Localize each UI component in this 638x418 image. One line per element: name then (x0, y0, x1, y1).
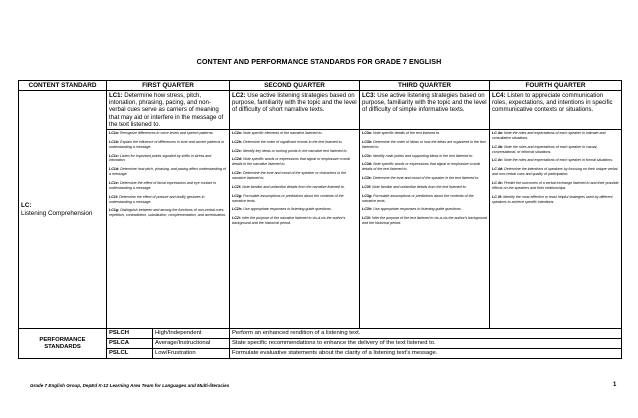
competency-code: LC3a: (362, 131, 372, 136)
competency-item (232, 157, 357, 167)
competency-code: LC 4f: (492, 194, 503, 199)
competencies-q1 (107, 130, 230, 329)
competency-text: Note specific elements of the narrative listened to. (243, 131, 323, 136)
standard-q4: LC4: Listen to appreciate communication roles, expectations, and intentions in specific communicative contexts or situations. (490, 91, 622, 130)
performance-standards-label: PERFORMANCE STANDARDS (19, 329, 107, 359)
competency-text: Identify key ideas or turning points in the narrative text listened to. (243, 148, 348, 153)
competency-code: LC 4e: (492, 180, 503, 185)
competency-code: LC3e: (362, 176, 372, 181)
competency-text: Infer the purpose of the narrative listened to vis-à-vis the author's background and the historical period. (232, 216, 346, 226)
competency-code: LC3i: (362, 216, 371, 221)
competency-code: LC2h: (232, 207, 243, 212)
competency-text: Note specific words or expressions that signal or emphasize crucial details of the text listened to. (362, 162, 481, 172)
competency-item (492, 145, 619, 155)
competency-text: Note the roles and expectations of each speaker in formal situations. (503, 158, 614, 163)
competency-text: Determine the order of ideas or how the ideas are organized in the text listened to. (362, 139, 486, 149)
header-row (19, 81, 622, 91)
competency-text: Determine the effect of posture and bodily gestures in understanding a message. (109, 194, 205, 204)
competency-code: LC1c: (109, 153, 119, 158)
performance-row-low (19, 349, 622, 359)
competency-item (362, 216, 487, 226)
competency-text: Note specific details of the text listened to. (373, 131, 441, 136)
competency-text: Distinguish between and among the functions of non-verbal cues: repetition, contradiction, substitution, complementation, and accentuation. (109, 208, 227, 218)
performance-level: High/Independent (153, 329, 230, 339)
header-first-quarter: FIRST QUARTER (107, 81, 230, 91)
competency-item (232, 207, 357, 212)
competency-code: LC3b: (362, 139, 373, 144)
competency-item (492, 167, 619, 177)
competency-code: LC1b: (109, 139, 120, 144)
competency-item (362, 176, 487, 181)
competency-item (492, 195, 619, 205)
header-content-standard: CONTENT STANDARD (19, 81, 107, 91)
competency-text: Identify the most effective or least helpful strategies used by different speakers to achieve specific intentions. (492, 194, 613, 204)
performance-code: PSLCA (107, 339, 153, 349)
competency-item (109, 208, 227, 218)
competency-text: Formulate assumptions or predictions about the contents of the narrative texts. (362, 193, 474, 203)
competency-code: LC1g: (109, 208, 120, 213)
competency-item (362, 185, 487, 190)
competency-item (232, 149, 357, 154)
competency-code: LC2g: (232, 193, 243, 198)
competency-item (232, 216, 357, 226)
document-title: CONTENT AND PERFORMANCE STANDARDS FOR GRADE 7 ENGLISH (196, 57, 442, 66)
competency-item (362, 131, 487, 136)
performance-row-high (19, 329, 622, 339)
performance-description: State specific recommendations to enhance the delivery of the text listened to. (230, 339, 622, 349)
competency-code: LC3h: (362, 207, 373, 212)
competency-item (492, 131, 619, 141)
competency-code: LC1f: (109, 194, 119, 199)
page-number: 1 (613, 382, 617, 388)
competency-text: Note the roles and expectations of each speaker in intimate and consultative situations. (492, 131, 606, 140)
competency-item (109, 140, 227, 150)
competency-item (232, 140, 357, 145)
competency-code: LC 4a: (492, 131, 503, 136)
competency-code: LC1a: (109, 131, 119, 136)
competency-item (362, 154, 487, 159)
competency-item (109, 131, 227, 136)
performance-description: Perform an enhanced rendition of a listening text. (230, 329, 622, 339)
competency-text: Predict the outcomes of a verbal exchange listened to and their possible effects on the speakers and their relationships. (492, 180, 619, 190)
competency-code: LC 4c: (492, 158, 503, 163)
competency-text: Use appropriate responses to listening guide questions. (243, 207, 332, 212)
competency-text: Determine the tone and mood of the speaker or characters in the narrative listened to. (232, 171, 347, 181)
competency-item (109, 154, 227, 164)
performance-code: PSLCH (107, 329, 153, 339)
competency-code: LC3c: (362, 153, 372, 158)
competencies-q4 (490, 130, 622, 329)
competency-text: Determine the order of significant events in the text listened to. (243, 139, 343, 144)
competency-code: LC2b: (232, 139, 243, 144)
competency-code: LC2f: (232, 184, 242, 189)
quarter-standards-row (19, 91, 622, 130)
page-footer: Grade 7 English Group, DepEd K-12 Learning Area Team for Languages and Multi-literacies (30, 383, 230, 388)
content-standard-label: Listening Comprehension (21, 209, 93, 217)
competency-item (109, 181, 227, 191)
header-second-quarter: SECOND QUARTER (230, 81, 360, 91)
content-standard-code: LC: (21, 202, 32, 209)
competency-item (232, 131, 357, 136)
standards-table (18, 80, 622, 359)
header-fourth-quarter: FOURTH QUARTER (490, 81, 622, 91)
competency-code: LC2i: (232, 216, 241, 221)
competency-item (232, 171, 357, 181)
competency-item (232, 185, 357, 190)
competency-text: Determine the intentions of speakers by focusing on their unique verbal and non-verbal cues and quality of participation. (492, 167, 618, 177)
competency-code: LC 4b: (492, 144, 504, 149)
competency-code: LC3g: (362, 193, 373, 198)
standard-q1: LC1: Determine how stress, pitch, intonation, phrasing, pacing, and non-verbal cues serve as carriers of meaning that may aid or interfere in the message of the text listened to. (107, 91, 230, 130)
competency-text: Listen for important points signaled by shifts in stress and intonation. (109, 153, 212, 163)
competency-item (362, 194, 487, 204)
competency-item (492, 158, 619, 163)
performance-description: Formulate evaluative statements about the clarity of a listening text's message. (230, 349, 622, 359)
competency-item (362, 162, 487, 172)
competency-item (492, 181, 619, 191)
competency-text: Recognize differences in voice levels and speech patterns. (120, 131, 214, 136)
competency-text: Note familiar and unfamiliar details from the narrative listened to. (242, 184, 345, 189)
performance-level: Low/Frustration (153, 349, 230, 359)
competency-code: LC2a: (232, 131, 242, 136)
header-third-quarter: THIRD QUARTER (360, 81, 490, 91)
competency-text: Infer the purpose of the text listened to vis-à-vis the author's background and the historical period. (362, 216, 487, 226)
competency-text: Explain the influence of differences in tone and accent patterns in understanding a message. (109, 139, 225, 149)
competency-code: LC1e: (109, 180, 119, 185)
competencies-q3 (360, 130, 490, 329)
competencies-q2 (230, 130, 360, 329)
competency-code: LC2c: (232, 148, 242, 153)
competency-text: Determine how pitch, phrasing, and pacing affect understanding of a message. (109, 167, 226, 177)
performance-code: PSLCL (107, 349, 153, 359)
competency-code: LC1d: (109, 167, 120, 172)
competency-code: LC 4d: (492, 167, 504, 172)
competency-text: Identify main points and supporting ideas in the text listened to. (373, 153, 474, 158)
competency-text: Note the roles and expectations of each speaker in casual, conversational, or informal situations. (492, 144, 598, 154)
competency-item (232, 194, 357, 204)
competency-item (362, 207, 487, 212)
competency-code: LC2d: (232, 157, 243, 162)
performance-row-average (19, 339, 622, 349)
competency-text: Determine the effect of facial expressions and eye contact in understanding a message. (109, 180, 217, 190)
competency-code: LC3f: (362, 184, 372, 189)
competency-code: LC2e: (232, 171, 242, 176)
standard-q3: LC3: Use active listening strategies based on purpose, familiarity with the topic and the level of difficulty of simple informative texts. (360, 91, 490, 130)
standard-q2: LC2: Use active listening strategies based on purpose, familiarity with the topic and the level of difficulty of short narrative texts. (230, 91, 360, 130)
competency-item (362, 140, 487, 150)
competency-text: Note specific words or expressions that signal or emphasize crucial details in the narrative listened to. (232, 157, 351, 167)
competency-item (109, 167, 227, 177)
competency-text: Determine the tone and mood of the speaker in the text listened to. (373, 176, 480, 181)
content-standard-cell (19, 91, 107, 329)
competency-text: Use appropriate responses to listening guide questions. (373, 207, 462, 212)
competencies-row (19, 130, 622, 329)
competency-text: Note familiar and unfamiliar details from the text listened to. (372, 184, 467, 189)
competency-code: LC3d: (362, 162, 373, 167)
performance-level: Average/Instructional (153, 339, 230, 349)
competency-item (109, 195, 227, 205)
competency-text: Formulate assumptions or predictions about the contents of the narrative texts. (232, 193, 344, 203)
